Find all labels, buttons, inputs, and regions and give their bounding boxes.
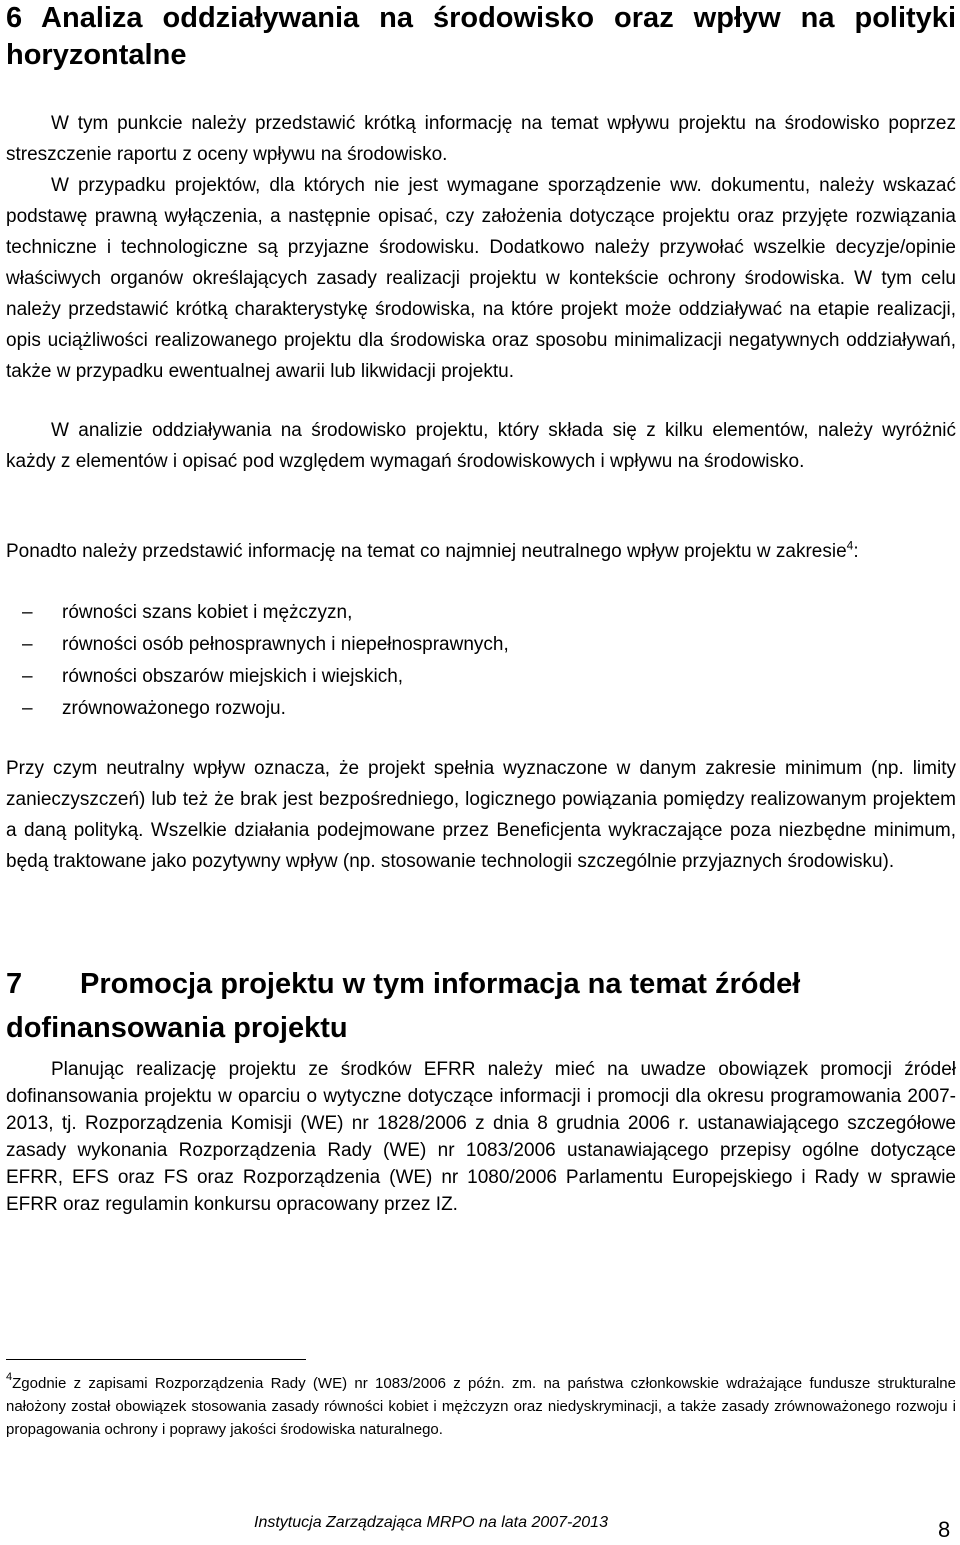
list-item — [6, 597, 509, 629]
dash-marker: – — [22, 666, 33, 687]
section-6-paragraph-3-text: W analizie oddziaływania na środowisko projektu, który składa się z kilku elementów, należy wyróżnić każdy z elementów i opisać pod względem wymagań środowiskowych i wpływu na środowisko. — [6, 420, 956, 472]
section-6-paragraph-1-text: W tym punkcie należy przedstawić krótką informację na temat wpływu projektu na środowisko poprzez streszczenie raportu z oceny wpływu na środowisko. — [6, 113, 956, 165]
section-6-paragraph-2 — [6, 170, 956, 387]
section-6-paragraph-2-text: W przypadku projektów, dla których nie jest wymagane sporządzenie ww. dokumentu, należy wskazać podstawę prawną wyłączenia, a następnie opisać, czy założenia dotyczące projektu oraz przyjęte rozwiązania techniczne i technologiczne są przyjazne środowisku. Dodatkowo należy przywołać wszelkie decyzje/opinie właściwych organów określających zasady realizacji projektu w kontekście ochrony środowiska. W tym celu należy przedstawić krótką charakterystykę środowiska, na które projekt może oddziaływać na etapie realizacji, opis uciążliwości realizowanego projektu dla środowiska oraz sposobu minimalizacji negatywnych oddziaływań, także w przypadku ewentualnej awarii lub likwidacji projektu. — [6, 175, 956, 382]
policy-list — [6, 597, 509, 725]
page-number: 8 — [938, 1517, 951, 1542]
section-6-paragraph-4-colon: : — [853, 541, 859, 562]
list-item-text: równości osób pełnosprawnych i niepełnosprawnych, — [62, 634, 509, 655]
list-item — [6, 693, 509, 725]
section-7-number: 7 — [6, 968, 23, 1000]
section-7-title: Promocja projektu w tym informacja na temat źródeł dofinansowania projektu — [6, 968, 801, 1044]
section-6-paragraph-3 — [6, 415, 956, 477]
section-6-paragraph-4-text: Ponadto należy przedstawić informację na temat co najmniej neutralnego wpływ projektu w zakresie — [6, 541, 847, 562]
section-7-paragraph-1-text: Planując realizację projektu ze środków EFRR należy mieć na uwadze obowiązek promocji źródeł dofinansowania projektu w oparciu o wytyczne dotyczące informacji i promocji dla okresu programowania 2007-2013, tj. Rozporządzenia Komisji (WE) nr 1828/2006 z dnia 8 grudnia 2006 r. ustanawiającego szczegółowe zasady wykonania Rozporządzenia Rady (WE) nr 1083/2006 ustanawiającego przepisy ogólne dotyczące EFRR, EFS oraz FS oraz Rozporządzenia (WE) nr 1080/2006 Parlamentu Europejskiego i Rady w sprawie EFRR oraz regulamin konkursu opracowany przez IZ. — [6, 1059, 956, 1215]
dash-marker: – — [22, 698, 33, 719]
list-item-text: równości obszarów miejskich i wiejskich, — [62, 666, 404, 687]
dash-marker: – — [22, 634, 33, 655]
section-6-paragraph-4 — [6, 536, 956, 567]
list-item-text: równości szans kobiet i mężczyzn, — [62, 602, 353, 623]
dash-marker: – — [22, 602, 33, 623]
section-7-heading — [6, 962, 956, 1050]
list-item-text: zrównoważonego rozwoju. — [62, 698, 286, 719]
list-item — [6, 629, 509, 661]
section-6-paragraph-5-text: Przy czym neutralny wpływ oznacza, że projekt spełnia wyznaczone w danym zakresie minimum (np. limity zanieczyszczeń) lub też że brak jest bezpośredniego, logicznego powiązania pomiędzy realizowanym projektem a daną polityką. Wszelkie działania podejmowane przez Beneficjenta wykraczające poza niezbędne minimum, będą traktowane jako pozytywny wpływ (np. stosowanie technologii szczególnie przyjaznych środowisku). — [6, 758, 956, 872]
section-6-paragraph-5 — [6, 753, 956, 877]
footnote-reference[interactable]: 4 — [846, 538, 854, 553]
footer-institution: Instytucja Zarządzająca MRPO na lata 2007-2013 — [254, 1514, 608, 1531]
footnote-marker: 4 — [6, 1371, 13, 1383]
list-item — [6, 661, 509, 693]
section-6-paragraph-1 — [6, 108, 956, 170]
footnote — [6, 1372, 956, 1441]
section-7-paragraph-1 — [6, 1056, 956, 1218]
footnote-separator — [6, 1359, 306, 1360]
footnote-text: Zgodnie z zapisami Rozporządzenia Rady (WE) nr 1083/2006 z późn. zm. na państwa członkowskie wdrażające fundusze strukturalne nałożony został obowiązek stosowania zasady równości kobiet i mężczyzn oraz niedyskryminacji, a także zasady zrównoważonego rozwoju i propagowania ochrony i poprawy jakości środowiska naturalnego. — [6, 1375, 956, 1438]
section-6-heading: 6 Analiza oddziaływania na środowisko oraz wpływ na polityki horyzontalne — [6, 2, 956, 71]
